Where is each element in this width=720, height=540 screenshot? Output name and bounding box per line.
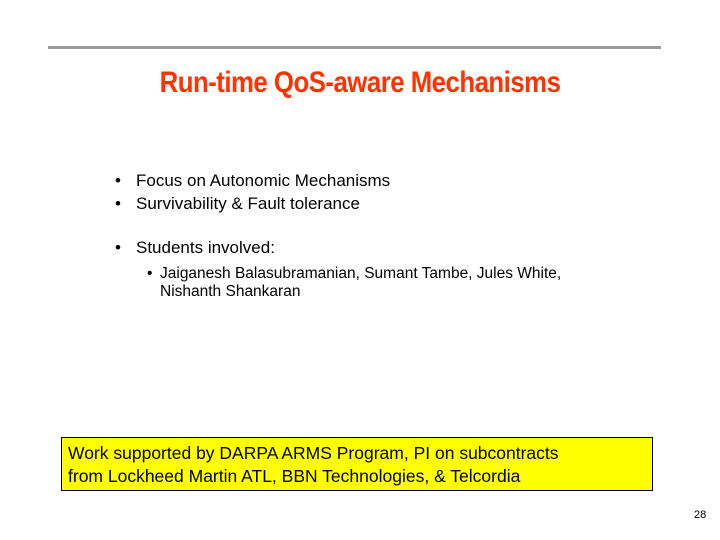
sub-bullet-icon: • <box>147 265 153 282</box>
top-divider-rule <box>48 46 661 49</box>
bullet-item-students <box>113 236 275 259</box>
bullet-list-students <box>113 236 275 259</box>
funding-note-line-2: from Lockheed Martin ATL, BBN Technologies, & Telcordia <box>68 466 521 486</box>
bullet-icon: • <box>115 194 121 213</box>
sub-bullet-text: Jaiganesh Balasubramanian, Sumant Tambe, Jules White, Nishanth Shankaran <box>160 265 562 300</box>
slide-title: Run-time QoS-aware Mechanisms <box>159 66 561 99</box>
bullet-text: Focus on Autonomic Mechanisms <box>136 171 391 190</box>
funding-note-line-1: Work supported by DARPA ARMS Program, PI on subcontracts <box>68 443 559 463</box>
sub-bullet-item-students-names <box>147 265 600 301</box>
page-number: 28 <box>694 509 707 521</box>
bullet-item-survivability <box>113 192 390 215</box>
bullet-list <box>113 169 390 215</box>
bullet-item-autonomic <box>113 169 390 192</box>
bullet-text: Survivability & Fault tolerance <box>136 194 360 213</box>
bullet-icon: • <box>115 238 121 257</box>
sub-bullet-list <box>147 265 600 301</box>
funding-note-box <box>61 437 653 491</box>
bullet-icon: • <box>115 171 121 190</box>
bullet-text: Students involved: <box>136 238 275 257</box>
